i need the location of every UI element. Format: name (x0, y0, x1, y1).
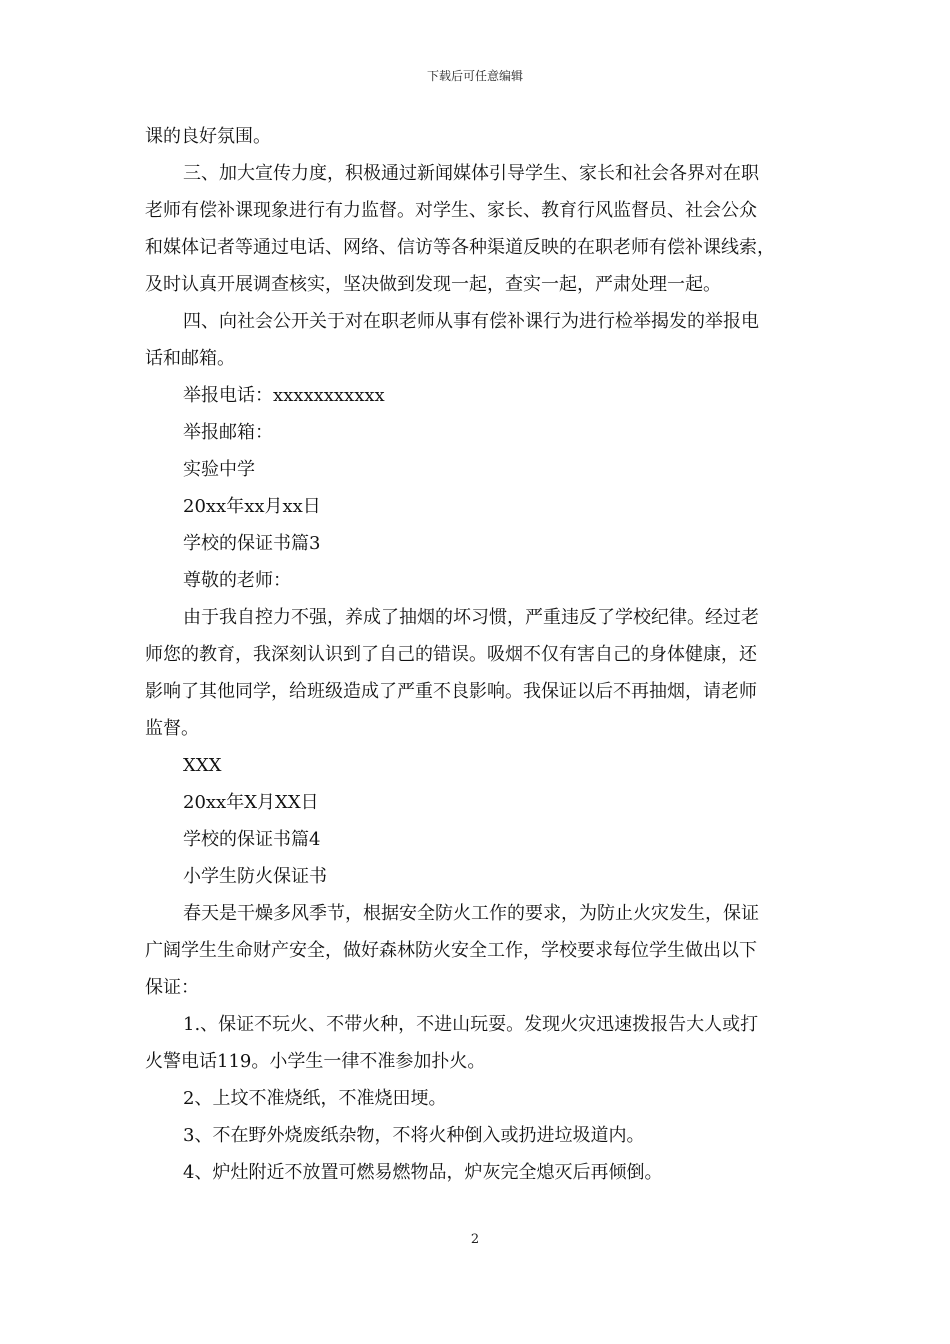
text-line: 保证： (145, 977, 199, 998)
text-line: 和媒体记者等通过电话、网络、信访等各种渠道反映的在职老师有偿补课线索， (145, 237, 775, 258)
text-line: 话和邮箱。 (145, 348, 235, 369)
text-line: 举报邮箱： (183, 422, 273, 443)
text-line: 实验中学 (183, 459, 255, 480)
text-line: 师您的教育，我深刻认识到了自己的错误。吸烟不仅有害自己的身体健康，还 (145, 644, 757, 665)
text-line: 小学生防火保证书 (183, 866, 327, 887)
text-line: 由于我自控力不强，养成了抽烟的坏习惯，严重违反了学校纪律。经过老 (183, 607, 759, 628)
text-line: 学校的保证书篇3 (183, 533, 321, 554)
text-line: 4、炉灶附近不放置可燃易燃物品，炉灰完全熄灭后再倾倒。 (183, 1162, 663, 1183)
text-line: 2、上坟不准烧纸，不准烧田埂。 (183, 1088, 447, 1109)
text-line: 广阔学生生命财产安全，做好森林防火安全工作，学校要求每位学生做出以下 (145, 940, 757, 961)
page-header: 下载后可任意编辑 (426, 69, 523, 83)
text-line: 及时认真开展调查核实，坚决做到发现一起，查实一起，严肃处理一起。 (145, 274, 721, 295)
text-line: 监督。 (145, 718, 199, 739)
text-line: 三、加大宣传力度，积极通过新闻媒体引导学生、家长和社会各界对在职 (183, 163, 759, 184)
text-line: 春天是干燥多风季节，根据安全防火工作的要求，为防止火灾发生，保证 (183, 903, 759, 924)
text-line: 1.、保证不玩火、不带火种，不进山玩耍。发现火灾迅速拨报告大人或打 (183, 1014, 759, 1035)
text-line: 四、向社会公开关于对在职老师从事有偿补课行为进行检举揭发的举报电 (183, 311, 759, 332)
text-line: 20xx年xx月xx日 (183, 496, 321, 517)
text-line: 学校的保证书篇4 (183, 829, 321, 850)
text-line: 影响了其他同学，给班级造成了严重不良影响。我保证以后不再抽烟，请老师 (145, 681, 757, 702)
text-line: 3、不在野外烧废纸杂物，不将火种倒入或扔进垃圾道内。 (183, 1125, 645, 1146)
text-line: 老师有偿补课现象进行有力监督。对学生、家长、教育行风监督员、社会公众 (145, 200, 757, 221)
text-line: 20xx年X月XX日 (183, 792, 319, 813)
text-line: 课的良好氛围。 (145, 126, 271, 147)
page-number: 2 (470, 1232, 480, 1247)
text-line: XXX (183, 755, 222, 776)
text-line: 火警电话119。小学生一律不准参加扑火。 (145, 1051, 486, 1072)
document-body (145, 118, 805, 1191)
text-line: 举报电话：xxxxxxxxxxx (183, 385, 385, 406)
text-line: 尊敬的老师： (183, 570, 291, 591)
